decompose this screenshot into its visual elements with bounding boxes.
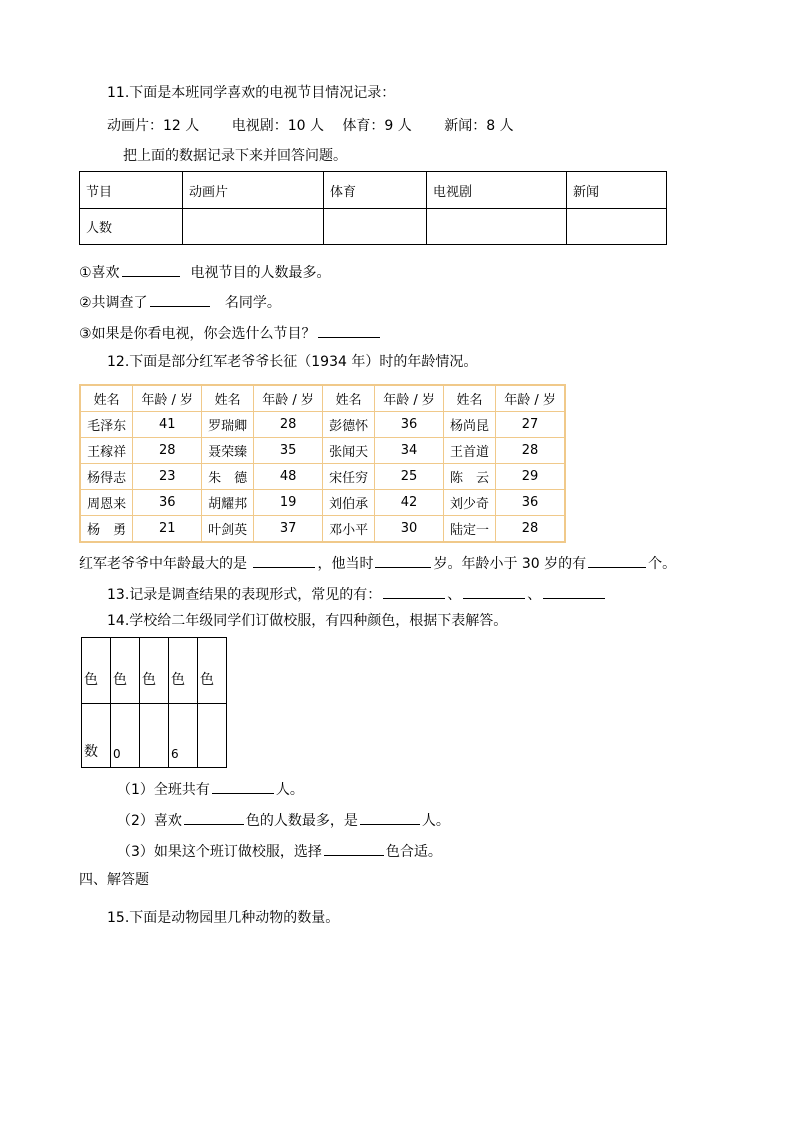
q15-title: 15.下面是动物园里几种动物的数量。 xyxy=(107,910,340,926)
q14-sub1-text-a: （1）全班共有 xyxy=(117,782,210,798)
age-table-row xyxy=(80,516,565,543)
age-cell-age: 36 xyxy=(375,412,444,438)
color-cell: 色 xyxy=(82,638,111,704)
age-cell-name: 王首道 xyxy=(443,438,495,464)
program-count-cell[interactable] xyxy=(567,209,667,245)
program-header-cell: 电视剧 xyxy=(427,172,567,209)
answer-blank[interactable] xyxy=(184,810,244,825)
age-cell-name: 周恩来 xyxy=(80,490,133,516)
age-cell-age: 28 xyxy=(496,438,565,464)
program-header-cell: 体育 xyxy=(324,172,427,209)
answer-blank[interactable] xyxy=(253,553,315,568)
age-cell-name: 杨尚昆 xyxy=(443,412,495,438)
age-cell-name: 毛泽东 xyxy=(80,412,133,438)
q12-question-text-b: ，他当时 xyxy=(317,556,374,572)
count-cell: 0 xyxy=(111,704,140,768)
q14-sub2-text-a: （2）喜欢 xyxy=(117,813,182,829)
q13-line xyxy=(107,584,607,602)
q11-sub1 xyxy=(79,262,330,280)
age-table-header-row xyxy=(80,385,565,412)
age-cell-name: 叶剑英 xyxy=(202,516,254,543)
age-cell-age: 28 xyxy=(496,516,565,543)
program-count-cell[interactable] xyxy=(183,209,324,245)
age-cell-name: 聂荣臻 xyxy=(202,438,254,464)
q14-sub2-text-c: 人。 xyxy=(421,813,450,829)
age-cell-age: 19 xyxy=(254,490,323,516)
age-cell-age: 35 xyxy=(254,438,323,464)
count-cell: 数 xyxy=(82,704,111,768)
color-table-color-row xyxy=(82,638,227,704)
q13-separator: 、 xyxy=(447,587,462,603)
program-table-header-row xyxy=(80,172,667,209)
age-cell-age: 36 xyxy=(496,490,565,516)
age-table-row xyxy=(80,412,565,438)
count-cell: 6 xyxy=(169,704,198,768)
age-table-row xyxy=(80,464,565,490)
program-table xyxy=(79,171,667,245)
age-cell-age: 48 xyxy=(254,464,323,490)
q11-sub2-text-a: ②共调查了 xyxy=(79,295,148,311)
age-cell-name: 刘伯承 xyxy=(322,490,374,516)
q14-sub1 xyxy=(117,779,304,797)
q11-title: 11.下面是本班同学喜欢的电视节目情况记录： xyxy=(107,85,396,101)
age-cell-name: 张闻天 xyxy=(322,438,374,464)
color-cell: 色 xyxy=(140,638,169,704)
q13-title: 13.记录是调查结果的表现形式，常见的有： xyxy=(107,587,382,603)
answer-blank[interactable] xyxy=(318,323,380,338)
section-4-title: 四、解答题 xyxy=(79,872,149,888)
q11-instruction: 把上面的数据记录下来并回答问题。 xyxy=(123,148,347,164)
age-header-name: 姓名 xyxy=(322,385,374,412)
age-header-name: 姓名 xyxy=(443,385,495,412)
age-cell-name: 陈 云 xyxy=(443,464,495,490)
q14-title: 14.学校给二年级同学们订做校服，有四种颜色，根据下表解答。 xyxy=(107,613,508,629)
q11-sub1-text-b: 电视节目的人数最多。 xyxy=(190,265,331,281)
q11-sub2 xyxy=(79,292,281,310)
q12-question-text-c: 岁。年龄小于 30 岁的有 xyxy=(433,556,587,572)
program-row-label: 人数 xyxy=(80,209,183,245)
program-header-cell: 新闻 xyxy=(567,172,667,209)
age-cell-name: 朱 德 xyxy=(202,464,254,490)
age-cell-name: 彭德怀 xyxy=(322,412,374,438)
age-header-name: 姓名 xyxy=(80,385,133,412)
count-cell xyxy=(198,704,227,768)
age-cell-name: 刘少奇 xyxy=(443,490,495,516)
answer-blank[interactable] xyxy=(588,553,646,568)
age-cell-age: 30 xyxy=(375,516,444,543)
q14-sub2-text-b: 色的人数最多，是 xyxy=(245,813,358,829)
q14-sub1-text-b: 人。 xyxy=(275,782,304,798)
age-cell-age: 27 xyxy=(496,412,565,438)
age-header-age: 年龄 / 岁 xyxy=(375,385,444,412)
age-cell-age: 23 xyxy=(133,464,202,490)
count-cell xyxy=(140,704,169,768)
age-cell-age: 29 xyxy=(496,464,565,490)
answer-blank[interactable] xyxy=(122,262,180,277)
age-cell-age: 41 xyxy=(133,412,202,438)
q13-separator: 、 xyxy=(527,587,542,603)
answer-blank[interactable] xyxy=(212,779,274,794)
color-cell: 色 xyxy=(198,638,227,704)
program-header-cell: 节目 xyxy=(80,172,183,209)
age-cell-name: 杨 勇 xyxy=(80,516,133,543)
q14-sub3-text-a: （3）如果这个班订做校服，选择 xyxy=(117,844,322,860)
age-cell-age: 21 xyxy=(133,516,202,543)
program-count-cell[interactable] xyxy=(324,209,427,245)
q12-question-text-a: 红军老爷爷中年龄最大的是 xyxy=(79,556,247,572)
age-cell-name: 邓小平 xyxy=(322,516,374,543)
age-cell-age: 28 xyxy=(254,412,323,438)
age-table xyxy=(79,384,566,543)
program-table-count-row xyxy=(80,209,667,245)
q14-sub3 xyxy=(117,841,442,859)
program-count-cell[interactable] xyxy=(427,209,567,245)
age-cell-name: 陆定一 xyxy=(443,516,495,543)
color-table-count-row xyxy=(82,704,227,768)
age-header-name: 姓名 xyxy=(202,385,254,412)
color-cell: 色 xyxy=(169,638,198,704)
age-header-age: 年龄 / 岁 xyxy=(254,385,323,412)
age-cell-age: 34 xyxy=(375,438,444,464)
color-cell: 色 xyxy=(111,638,140,704)
answer-blank[interactable] xyxy=(543,584,605,599)
answer-blank[interactable] xyxy=(150,292,210,307)
age-cell-age: 42 xyxy=(375,490,444,516)
age-cell-name: 胡耀邦 xyxy=(202,490,254,516)
answer-blank[interactable] xyxy=(463,584,525,599)
q12-title: 12.下面是部分红军老爷爷长征（1934 年）时的年龄情况。 xyxy=(107,354,478,370)
age-header-age: 年龄 / 岁 xyxy=(133,385,202,412)
q11-sub1-text-a: ①喜欢 xyxy=(79,265,120,281)
age-cell-age: 37 xyxy=(254,516,323,543)
age-table-row xyxy=(80,438,565,464)
answer-blank[interactable] xyxy=(360,810,420,825)
q11-sub3 xyxy=(79,323,382,341)
answer-blank[interactable] xyxy=(324,841,384,856)
color-table xyxy=(81,637,227,768)
q12-question xyxy=(79,553,676,571)
q14-sub2 xyxy=(117,810,450,828)
q12-question-text-d: 个。 xyxy=(648,556,677,572)
age-cell-age: 36 xyxy=(133,490,202,516)
q11-data-line: 动画片：12 人 电视剧：10 人 体育：9 人 新闻：8 人 xyxy=(107,118,514,134)
q14-sub3-text-b: 色合适。 xyxy=(385,844,442,860)
age-cell-name: 罗瑞卿 xyxy=(202,412,254,438)
age-cell-name: 王稼祥 xyxy=(80,438,133,464)
q11-sub2-text-b: 名同学。 xyxy=(224,295,281,311)
answer-blank[interactable] xyxy=(383,584,445,599)
age-table-row xyxy=(80,490,565,516)
age-cell-name: 杨得志 xyxy=(80,464,133,490)
age-cell-name: 宋任穷 xyxy=(322,464,374,490)
age-header-age: 年龄 / 岁 xyxy=(496,385,565,412)
q11-sub3-text: ③如果是你看电视，你会选什么节目？ xyxy=(79,326,316,342)
age-cell-age: 28 xyxy=(133,438,202,464)
answer-blank[interactable] xyxy=(375,553,431,568)
program-header-cell: 动画片 xyxy=(183,172,324,209)
age-cell-age: 25 xyxy=(375,464,444,490)
